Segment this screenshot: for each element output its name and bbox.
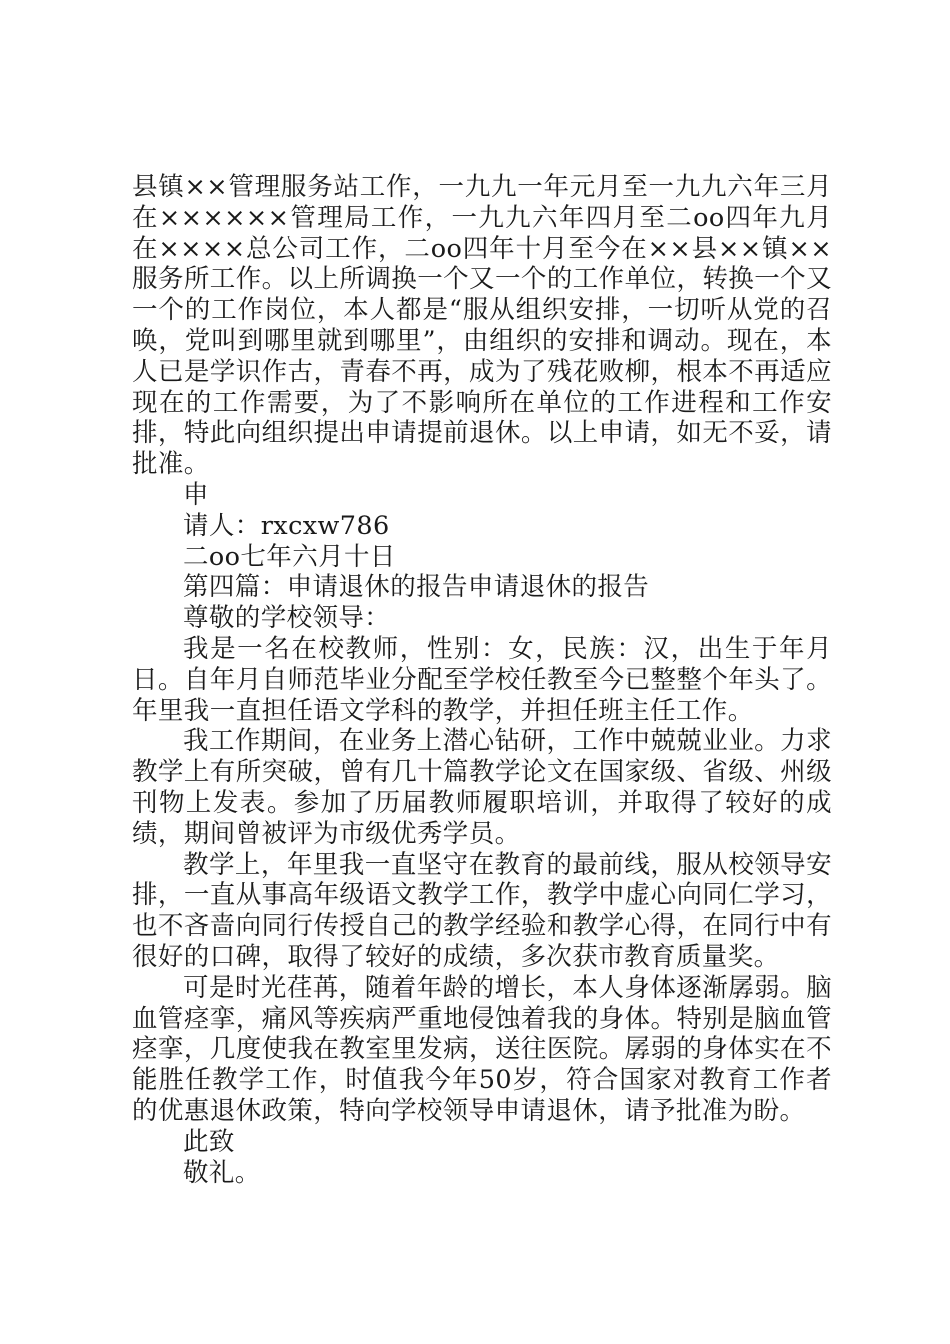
paragraph-teaching: 教学上，年里我一直坚守在教育的最前线，服从校领导安排，一直从事高年级语文教学工作，教学中虚心向同仁学习，也不吝啬向同行传授自己的教学经验和教学心得，在同行中有很好的口碑，取得了较好的成绩，多次获市教育质量奖。 [132, 849, 832, 972]
closing-line-2: 敬礼。 [183, 1157, 261, 1188]
paragraph-introduction: 我是一名在校教师，性别：女，民族：汉，出生于年月日。自年月自师范毕业分配至学校任教至今已整整个年头了。年里我一直担任语文学科的教学，并担任班主任工作。 [132, 633, 832, 726]
paragraph-work-performance: 我工作期间，在业务上潜心钻研，工作中兢兢业业。力求教学上有所突破，曾有几十篇教学论文在国家级、省级、州级刊物上发表。参加了历届教师履职培训，并取得了较好的成绩，期间曾被评为市级优秀学员。 [132, 726, 832, 849]
signature-line-2: 请人：rxcxw786 [183, 510, 390, 541]
document-body [132, 172, 832, 1188]
signature-line-1: 申 [183, 479, 209, 510]
closing-line-1: 此致 [183, 1126, 235, 1157]
salutation: 尊敬的学校领导： [183, 603, 391, 634]
section-heading: 第四篇：申请退休的报告申请退休的报告 [183, 572, 650, 603]
date-line: 二oo七年六月十日 [183, 541, 396, 572]
paragraph-health-request: 可是时光荏苒，随着年龄的增长，本人身体逐渐孱弱。脑血管痉挛，痛风等疾病严重地侵蚀着我的身体。特别是脑血管痉挛，几度使我在教室里发病，送往医院。孱弱的身体实在不能胜任教学工作，时值我今年50岁，符合国家对教育工作者的优惠退休政策，特向学校领导申请退休，请予批准为盼。 [132, 972, 832, 1126]
paragraph-work-history: 县镇××管理服务站工作，一九九一年元月至一九九六年三月在××××××管理局工作，一九九六年四月至二oo四年九月在××××总公司工作，二oo四年十月至今在××县××镇××服务所工作。以上所调换一个又一个的工作单位，转换一个又一个的工作岗位，本人都是“服从组织安排，一切听从党的召唤，党叫到哪里就到哪里”，由组织的安排和调动。现在，本人已是学识作古，青春不再，成为了残花败柳，根本不再适应现在的工作需要，为了不影响所在单位的工作进程和工作安排，特此向组织提出申请提前退休。以上申请，如无不妥，请批准。 [132, 172, 832, 480]
